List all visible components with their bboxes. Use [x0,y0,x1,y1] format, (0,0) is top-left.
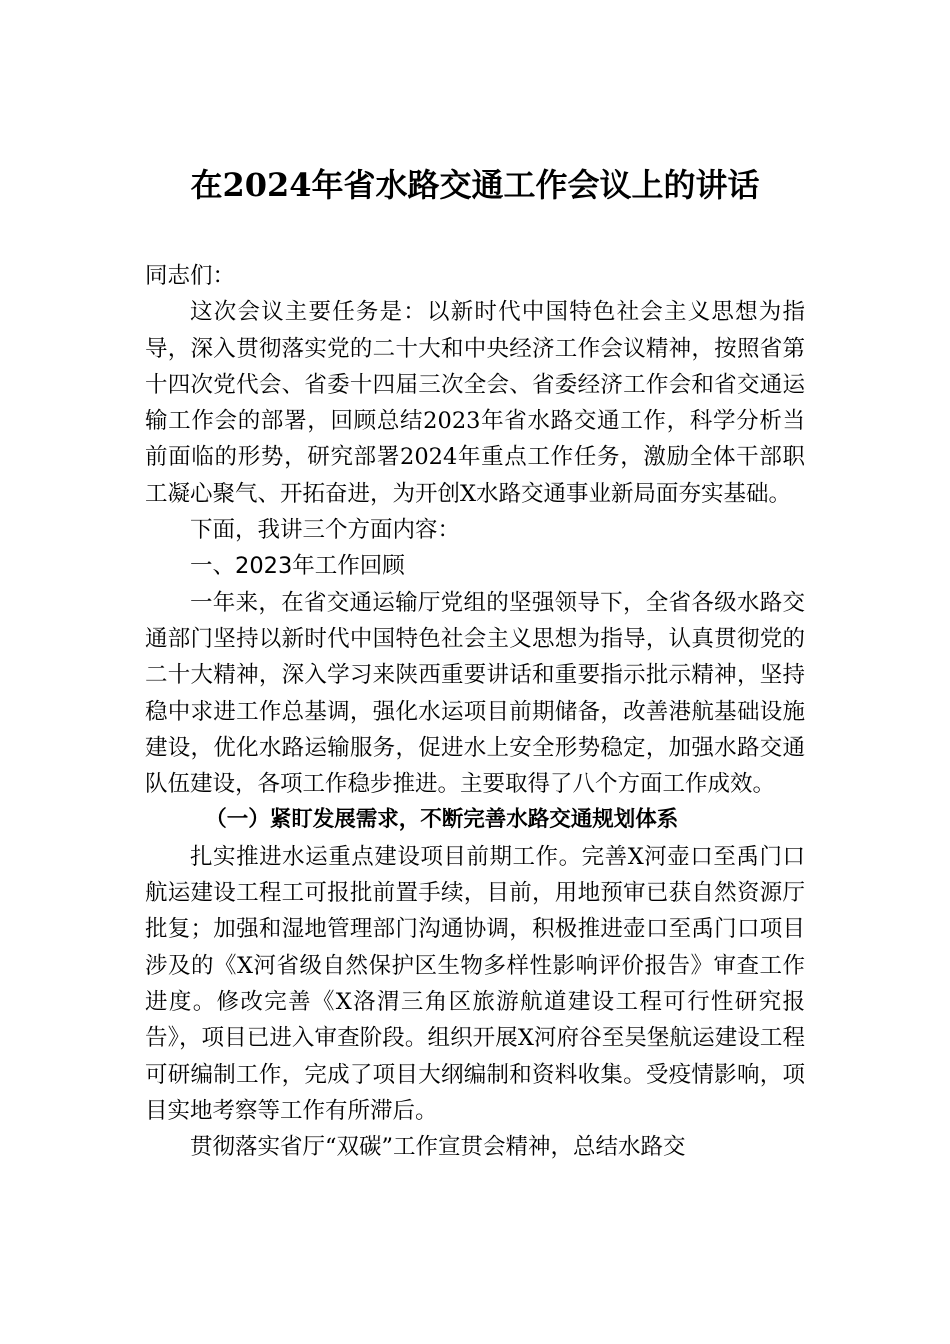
paragraph-meeting-tasks: 这次会议主要任务是：以新时代中国特色社会主义思想为指导，深入贯彻落实党的二十大和中央经济工作会议精神，按照省第十四次党代会、省委十四届三次全会、省委经济工作会和省交通运输工作会的部署，回顾总结2023年省水路交通工作，科学分析当前面临的形势，研究部署2024年重点工作任务，激励全体干部职工凝心聚气、开拓奋进，为开创X水路交通事业新局面夯实基础。 [145,299,805,507]
subsection-heading-planning: （一）紧盯发展需求，不断完善水路交通规划体系 [205,807,679,833]
document-title: 在2024年省水路交通工作会议上的讲话 [190,166,760,204]
paragraph-year-review: 一年来，在省交通运输厅党组的坚强领导下，全省各级水路交通部门坚持以新时代中国特色社会主义思想为指导，认真贯彻党的二十大精神，深入学习来陕西重要讲话和重要指示批示精神，坚持稳中求进工作总基调，强化水运项目前期储备，改善港航基础设施建设，优化水路运输服务，促进水上安全形势稳定，加强水路交通队伍建设，各项工作稳步推进。主要取得了八个方面工作成效。 [145,589,805,798]
paragraph-outline-intro: 下面，我讲三个方面内容： [190,517,461,544]
section-heading-review: 一、2023年工作回顾 [190,553,405,580]
salutation: 同志们： [145,263,236,289]
paragraph-dual-carbon: 贯彻落实省厅“双碳”工作宣贯会精神，总结水路交 [190,1134,686,1161]
paragraph-project-preparation: 扎实推进水运重点建设项目前期工作。完善X河壶口至禹门口航运建设工程工可报批前置手续，目前，用地预审已获自然资源厅批复；加强和湿地管理部门沟通协调，积极推进壶口至禹门口项目涉及的《X河省级自然保护区生物多样性影响评价报告》审查工作进度。修改完善《X洛渭三角区旅游航道建设工程可行性研究报告》，项目已进入审查阶段。组织开展X河府谷至吴堡航运建设工程可研编制工作，完成了项目大纲编制和资料收集。受疫情影响，项目实地考察等工作有所滞后。 [145,843,805,1124]
document-body [145,258,805,1165]
